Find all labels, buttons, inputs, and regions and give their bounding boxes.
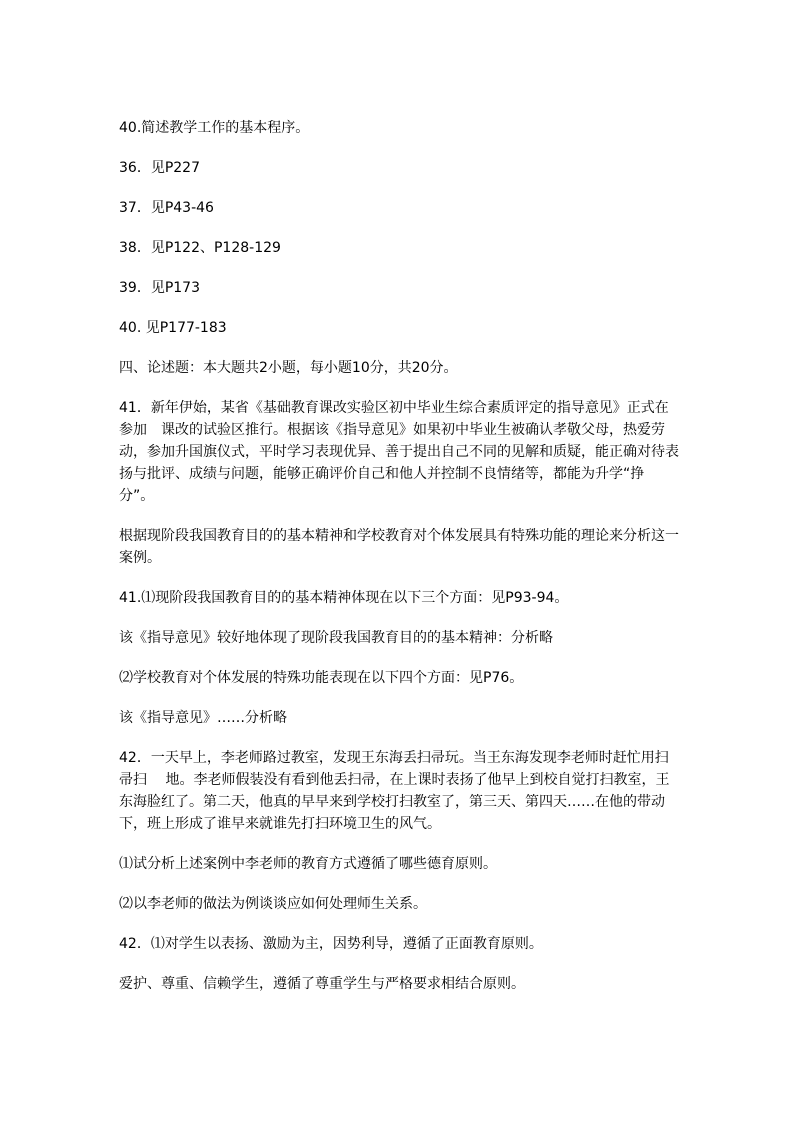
answer-36: 36．见P227 (119, 160, 200, 176)
question-41-prompt: 根据现阶段我国教育目的的基本精神和学校教育对个体发展具有特殊功能的理论来分析这一案例。 (119, 528, 679, 566)
answer-42-part-1-cont: 爱护、尊重、信赖学生，遵循了尊重学生与严格要求相结合原则。 (119, 976, 525, 992)
answer-41-part-2-analysis: 该《指导意见》……分析略 (119, 710, 287, 726)
answer-38: 38．见P122、P128-129 (119, 240, 281, 256)
answer-41-part-2: ⑵学校教育对个体发展的特殊功能表现在以下四个方面：见P76。 (119, 670, 524, 686)
question-42-case: 42．一天早上，李老师路过教室，发现王东海丢扫帚玩。当王东海发现李老师时赶忙用扫帚扫 地。李老师假装没有看到他丢扫帚，在上课时表扬了他早上到校自觉打扫教室，王东海脸红了。第二天，他真的早早来到学校打扫教室了，第三天、第四天……在他的带动下，班上形成了谁早来就谁先打扫环境卫生的风气。 (119, 750, 670, 832)
answer-40: 40. 见P177-183 (119, 320, 227, 336)
section-heading-essay: 四、论述题：本大题共2小题，每小题10分，共20分。 (119, 360, 458, 376)
question-42-part-1: ⑴试分析上述案例中李老师的教育方式遵循了哪些德育原则。 (119, 856, 497, 872)
answer-42-part-1: 42．⑴对学生以表扬、激励为主，因势利导，遵循了正面教育原则。 (119, 936, 543, 952)
answer-41-part-1-analysis: 该《指导意见》较好地体现了现阶段我国教育目的的基本精神：分析略 (119, 630, 553, 646)
document-page (119, 117, 679, 1013)
question-42-part-2: ⑵以李老师的做法为例谈谈应如何处理师生关系。 (119, 896, 427, 912)
answer-37: 37．见P43-46 (119, 200, 214, 216)
question-41-case: 41．新年伊始，某省《基础教育课改实验区初中毕业生综合素质评定的指导意见》正式在参加 课改的试验区推行。根据该《指导意见》如果初中毕业生被确认孝敬父母，热爱劳动，参加升国旗仪式，平时学习表现优异、善于提出自己不同的见解和质疑，能正确对待表扬与批评、成绩与问题，能够正确评价自己和他人并控制不良情绪等，都能为升学“挣分”。 (119, 400, 679, 504)
question-40-text: 40.简述教学工作的基本程序。 (119, 120, 310, 136)
answer-41-part-1: 41.⑴现阶段我国教育目的的基本精神体现在以下三个方面：见P93-94。 (119, 590, 569, 606)
answer-39: 39．见P173 (119, 280, 200, 296)
